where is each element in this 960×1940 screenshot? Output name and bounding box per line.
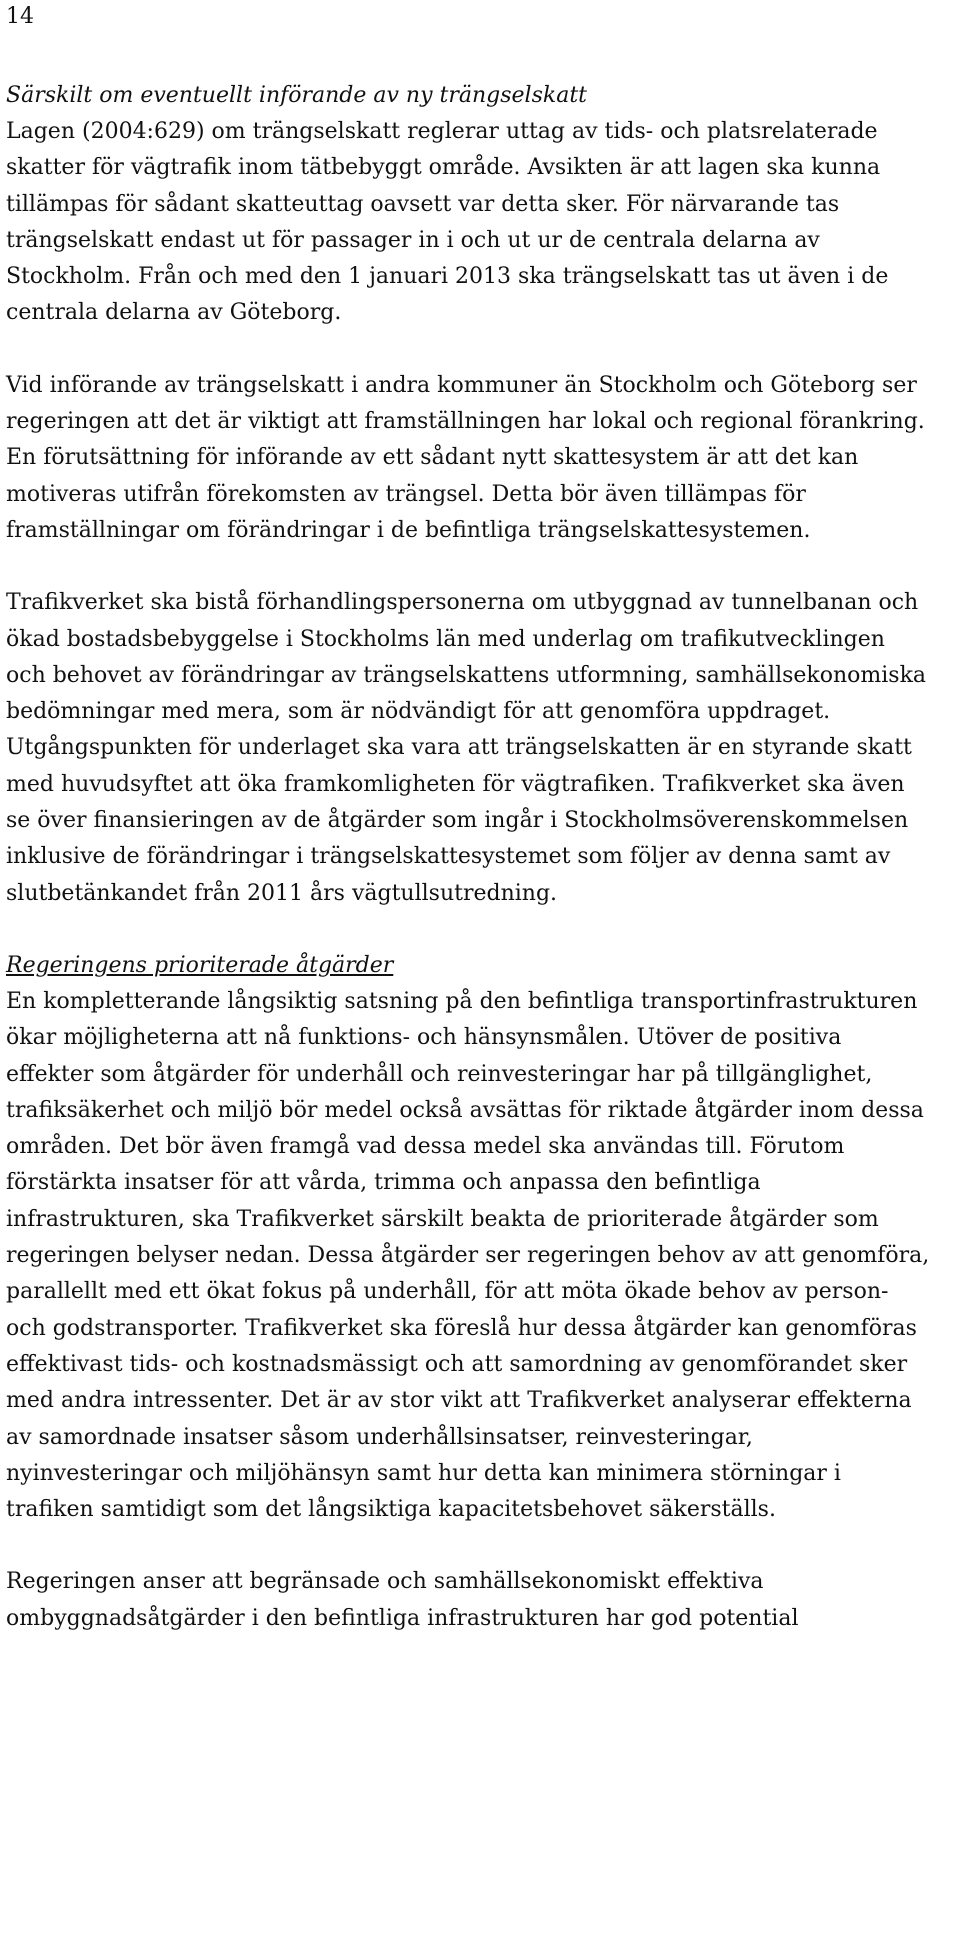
paragraph-gap: [6, 549, 930, 585]
paragraph-gap: [6, 1528, 930, 1564]
paragraph-gap: [6, 332, 930, 368]
paragraph-gap: [6, 912, 930, 948]
paragraph-regeringen-anser: Regeringen anser att begränsade och samhällsekonomiskt effektiva ombyggnadsåtgärder i den befintliga infrastrukturen har god potential: [6, 1569, 799, 1631]
paragraph-lagen: Lagen (2004:629) om trängselskatt reglerar uttag av tids- och platsrelaterade skatter för vägtrafik inom tätbebyggt område. Avsikten är att lagen ska kunna tillämpas för sådant skatteuttag oavsett var detta sker. För närvarande tas trängselskatt endast ut för passager in i och ut ur de centrala delarna av Stockholm. Från och med den 1 januari 2013 ska trängselskatt tas ut även i de centrala delarna av Göteborg.: [6, 119, 889, 326]
section-heading-trangselskatt: Särskilt om eventuellt införande av ny trängselskatt: [6, 83, 588, 108]
paragraph-vid-inforande: Vid införande av trängselskatt i andra kommuner än Stockholm och Göteborg ser regeringen att det är viktigt att framställningen har lokal och regional förankring. En förutsättning för införande av ett sådant nytt skattesystem är att det kan motiveras utifrån förekomsten av trängsel. Detta bör även tillämpas för framställningar om förändringar i de befintliga trängselskattesystemen.: [6, 372, 925, 543]
page-number: 14: [6, 4, 34, 29]
paragraph-kompletterande: En kompletterande långsiktig satsning på den befintliga transportinfrastrukturen ökar möjligheterna att nå funktions- och hänsynsmålen. Utöver de positiva effekter som åtgärder för underhåll och reinvesteringar har på tillgänglighet, trafiksäkerhet och miljö bör medel också avsättas för riktade åtgärder inom dessa områden. Det bör även framgå vad dessa medel ska användas till. Förutom förstärkta insatser för att vårda, trimma och anpassa den befintliga infrastrukturen, ska Trafikverket särskilt beakta de prioriterade åtgärder som regeringen belyser nedan. Dessa åtgärder ser regeringen behov av att genomföra, parallellt med ett ökat fokus på underhåll, för att möta ökade behov av person- och godstransporter. Trafikverket ska föreslå hur dessa åtgärder kan genomföras effektivast tids- och kostnadsmässigt och att samordning av genomförandet sker med andra intressenter. Det är av stor vikt att Trafikverket analyserar effekterna av samordnade insatser såsom underhållsinsatser, reinvesteringar, nyinvesteringar och miljöhänsyn samt hur detta kan minimera störningar i trafiken samtidigt som det långsiktiga kapacitetsbehovet säkerställs.: [6, 988, 930, 1523]
document-body: [6, 78, 930, 1637]
section-heading-prioriterade-atgarder: Regeringens prioriterade åtgärder: [6, 952, 394, 978]
paragraph-trafikverket: Trafikverket ska bistå förhandlingspersonerna om utbyggnad av tunnelbanan och ökad bostadsbebyggelse i Stockholms län med underlag om trafikutvecklingen och behovet av förändringar av trängselskattens utformning, samhällsekonomiska bedömningar med mera, som är nödvändigt för att genomföra uppdraget. Utgångspunkten för underlaget ska vara att trängselskatten är en styrande skatt med huvudsyftet att öka framkomligheten för vägtrafiken. Trafikverket ska även se över finansieringen av de åtgärder som ingår i Stockholmsöverenskommelsen inklusive de förändringar i trängselskattesystemet som följer av denna samt av slutbetänkandet från 2011 års vägtullsutredning.: [6, 590, 927, 906]
